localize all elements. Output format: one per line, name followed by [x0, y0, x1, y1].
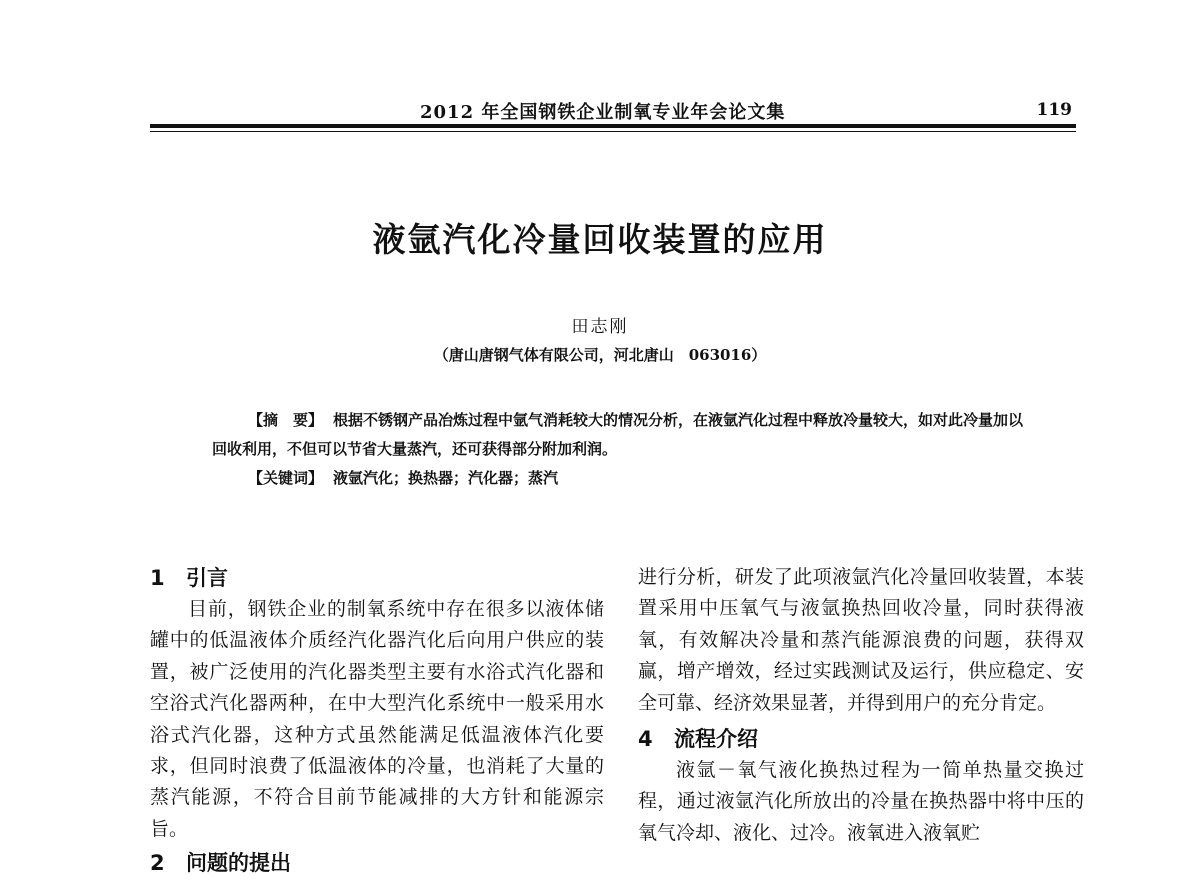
section-number: 1 — [150, 566, 165, 590]
paragraph-intro: 目前，钢铁企业的制氧系统中存在很多以液体储罐中的低温液体介质经汽化器汽化后向用户供应的装置，被广泛使用的汽化器类型主要有水浴式汽化器和空浴式汽化器两种，在中大型汽化系统中一般采用水浴式汽化器，这种方式虽然能满足低温液体汽化要求，但同时浪费了低温液体的冷量，也消耗了大量的蒸汽能源，不符合目前节能减排的大方针和能源宗旨。 — [150, 598, 604, 840]
keywords — [212, 464, 1036, 493]
running-header — [150, 96, 1076, 126]
abstract-label: 【摘 要】 — [248, 411, 324, 429]
section-heading-4 — [638, 723, 1084, 755]
section-number: 2 — [150, 851, 165, 876]
abstract-block — [212, 406, 1036, 493]
author-affiliation: （唐山唐钢气体有限公司，河北唐山 063016） — [433, 346, 767, 364]
section-number: 4 — [638, 727, 653, 752]
page-number: 119 — [1036, 100, 1072, 120]
section-heading-2 — [150, 847, 604, 879]
header-rule-thin — [150, 131, 1076, 132]
abstract-text: 根据不锈钢产品冶炼过程中氩气消耗较大的情况分析，在液氩汽化过程中释放冷量较大，如对此冷量加以回收利用，不但可以节省大量蒸汽，还可获得部分附加利润。 — [212, 411, 1024, 458]
section-heading-1 — [150, 562, 604, 594]
paper-title: 液氩汽化冷量回收装置的应用 — [372, 220, 828, 259]
keywords-label: 【关键词】 — [248, 469, 324, 487]
section-title: 问题的提出 — [186, 851, 291, 876]
right-column — [638, 562, 1084, 849]
left-column — [150, 562, 604, 879]
header-rule-thick — [150, 124, 1076, 128]
paragraph-process: 液氩－氧气液化换热过程为一简单热量交换过程，通过液氩汽化所放出的冷量在换热器中将中压的氧气冷却、液化、过冷。液氧进入液氧贮 — [638, 759, 1084, 844]
section-title: 流程介绍 — [674, 727, 758, 752]
paragraph-continued: 进行分析，研发了此项液氩汽化冷量回收装置，本装置采用中压氧气与液氩换热回收冷量，同时获得液氧，有效解决冷量和蒸汽能源浪费的问题，获得双赢，增产增效，经过实践测试及运行，供应稳定、安全可靠、经济效果显著，并得到用户的充分肯定。 — [638, 566, 1084, 714]
section-title: 引言 — [186, 566, 228, 590]
abstract — [212, 406, 1036, 464]
keywords-text: 液氩汽化；换热器；汽化器；蒸汽 — [333, 469, 559, 487]
running-header-title: 2012 年全国钢铁企业制氧专业年会论文集 — [420, 102, 786, 123]
author-name: 田志刚 — [571, 317, 629, 337]
